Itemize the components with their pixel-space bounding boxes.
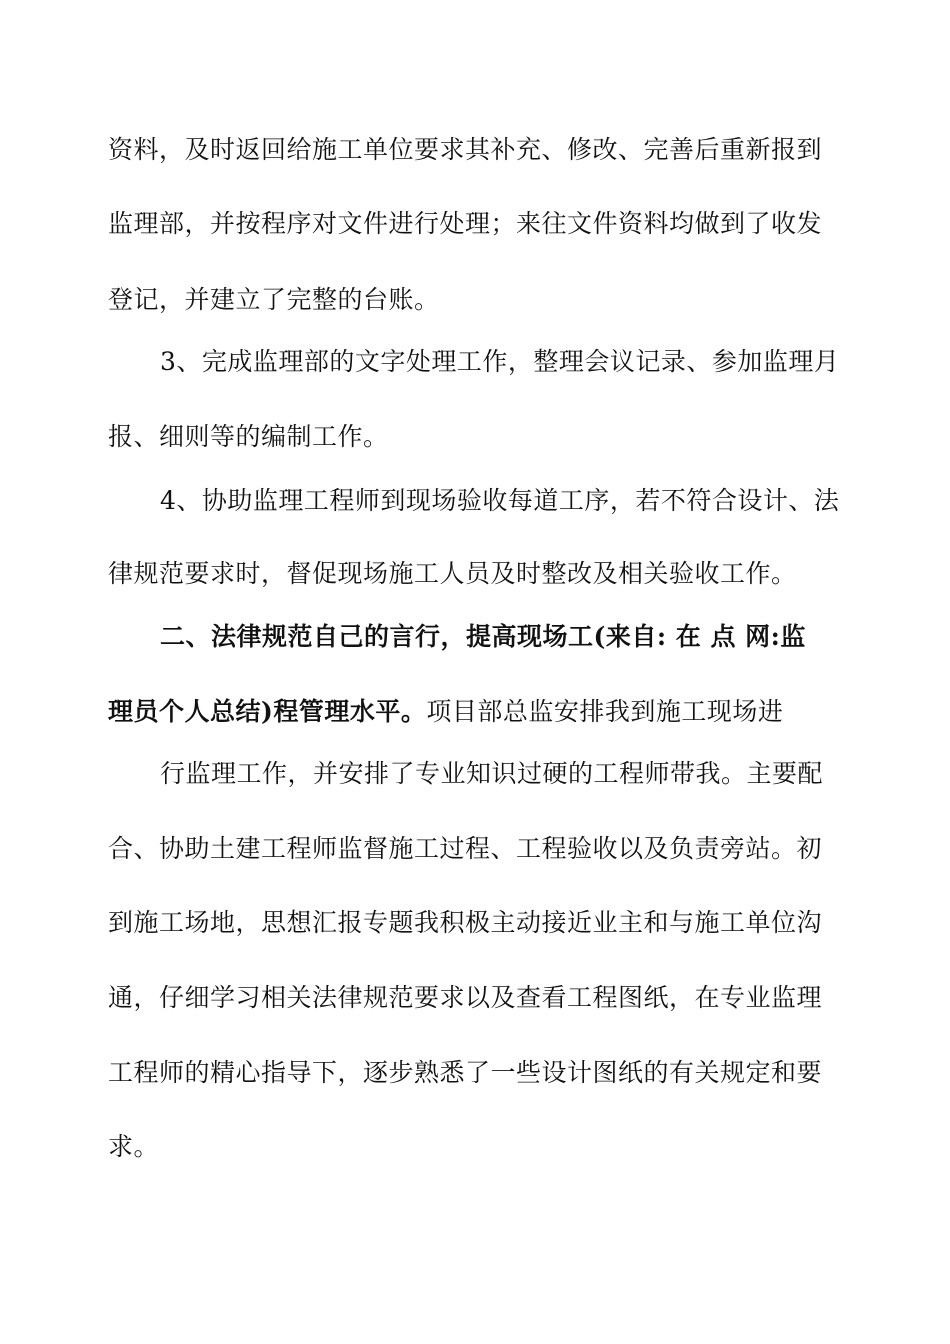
text-line: 求。 (108, 1132, 160, 1161)
text-line: 登记，并建立了完整的台账。 (108, 285, 440, 314)
section-heading-fragment: 理员个人总结)程管理水平。 (108, 697, 427, 726)
text-line: 4、协助监理工程师到现场验收每道工序，若不符合设计、法 (160, 486, 840, 515)
text-line: 行监理工作，并安排了专业知识过硬的工程师带我。主要配 (160, 759, 824, 788)
text-fragment: 项目部总监安排我到施工现场进 (426, 697, 784, 726)
text-line: 合、协助土建工程师监督施工过程、工程验收以及负责旁站。初 (108, 834, 823, 863)
text-line: 监理部，并按程序对文件进行处理；来往文件资料均做到了收发 (108, 209, 823, 238)
text-line: 3、完成监理部的文字处理工作，整理会议记录、参加监理月 (160, 347, 840, 376)
text-line: 报、细则等的编制工作。 (108, 422, 389, 451)
text-line: 到施工场地，思想汇报专题我积极主动接近业主和与施工单位沟 (108, 908, 823, 937)
section-heading-line: 二、法律规范自己的言行，提高现场工(来自: 在 点 网:监 (160, 622, 806, 651)
text-line: 通，仔细学习相关法律规范要求以及查看工程图纸，在专业监理 (108, 983, 823, 1012)
text-line: 工程师的精心指导下，逐步熟悉了一些设计图纸的有关规定和要 (108, 1058, 823, 1087)
text-line: 资料，及时返回给施工单位要求其补充、修改、完善后重新报到 (108, 135, 823, 164)
mixed-heading-line (108, 695, 848, 729)
text-line: 律规范要求时，督促现场施工人员及时整改及相关验收工作。 (108, 559, 797, 588)
